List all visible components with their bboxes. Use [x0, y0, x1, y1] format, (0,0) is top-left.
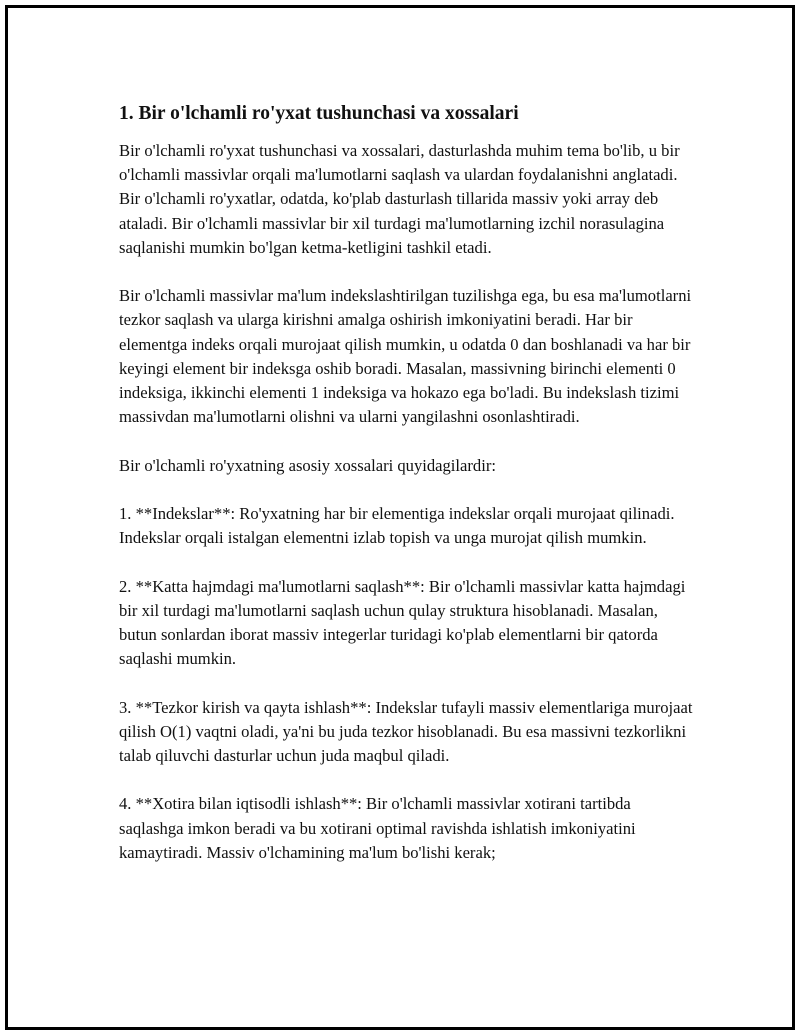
page-frame [5, 5, 795, 1030]
list-item-large-data: 2. **Katta hajmdagi ma'lumotlarni saqlash**: Bir o'lchamli massivlar katta hajmdagi bir xil turdagi ma'lumotlarni saqlash uchun qulay struktura hisoblanadi. Masalan, butun sonlardan iborat massiv integerlar turidagi ko'plab elementlarni bir qatorda saqlashi mumkin. [119, 576, 686, 669]
paragraph-properties-intro: Bir o'lchamli ro'yxatning asosiy xossalari quyidagilardir: [119, 455, 496, 475]
list-item-fast-access: 3. **Tezkor kirish va qayta ishlash**: Indekslar tufayli massiv elementlariga murojaat qilish O(1) vaqtni oladi, ya'ni bu juda tezkor hisoblanadi. Bu esa massivni tezkorlikni talab qiluvchi dasturlar uchun juda maqbul qiladi. [119, 697, 693, 765]
list-item-memory: 4. **Xotira bilan iqtisodli ishlash**: Bir o'lchamli massivlar xotirani tartibda saqlashga imkon beradi va bu xotirani optimal ravishda ishlatish imkoniyatini kamaytiradi. Massiv o'lchamining ma'lum bo'lishi kerak; [119, 794, 636, 862]
list-item-indexes: 1. **Indekslar**: Ro'yxatning har bir elementiga indekslar orqali murojaat qilinadi. Indekslar orqali istalgan elementni izlab topish va unga murojat qilish mumkin. [119, 504, 675, 548]
paragraph-indexing: Bir o'lchamli massivlar ma'lum indekslashtirilgan tuzilishga ega, bu esa ma'lumotlarni tezkor saqlash va ularga kirishni amalga oshirish imkoniyatini beradi. Har bir elementga indeks orqali murojaat qilish mumkin, u odatda 0 dan boshlanadi va har bir keyingi element bir indeksga oshib boradi. Masalan, massivning birinchi elementi 0 indeksiga, ikkinchi elementi 1 indeksiga va hokazo ega bo'ladi. Bu indekslash tizimi massivdan ma'lumotlarni olishni va ularni yangilashni osonlashtiradi. [119, 286, 692, 427]
document-body [119, 102, 699, 865]
paragraph-intro: Bir o'lchamli ro'yxat tushunchasi va xossalari, dasturlashda muhim tema bo'lib, u bir o'lchamli massivlar orqali ma'lumotlarni saqlash va ulardan foydalanishni anglatadi. Bir o'lchamli ro'yxatlar, odatda, ko'plab dasturlash tillarida massiv yoki array deb ataladi. Bir o'lchamli massivlar bir xil turdagi ma'lumotlarning izchil norasulagina saqlanishi mumkin bo'lgan ketma-ketligini tashkil etadi. [119, 141, 680, 257]
section-heading: 1. Bir o'lchamli ro'yxat tushunchasi va xossalari [119, 103, 519, 124]
